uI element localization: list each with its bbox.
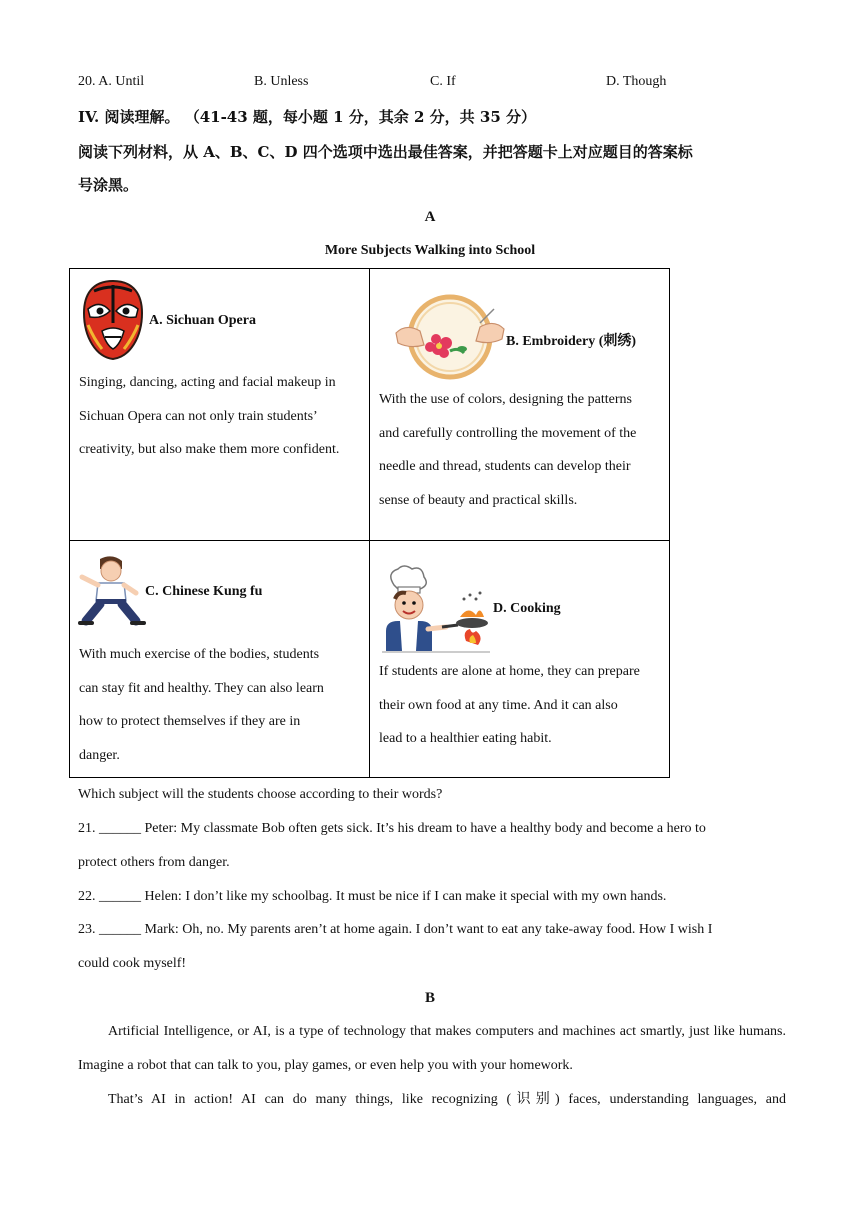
subject-label-b: B. Embroidery (刺绣) [506, 334, 637, 349]
subject-text-a-line: Sichuan Opera can not only train students’ [79, 408, 318, 424]
subject-label-d: D. Cooking [493, 601, 561, 616]
subject-text-a [79, 366, 369, 467]
subject-text-c-line: With much exercise of the bodies, students [79, 647, 320, 662]
question-23-line1: 23. ______ Mark: Oh, no. My parents aren’t at home again. I don’t want to eat any take-away food. How I wish I [78, 922, 713, 937]
subject-cell-sichuan-opera [70, 269, 370, 541]
question-prompt: Which subject will the students choose according to their words? [78, 787, 443, 802]
subject-text-c-line: danger. [79, 747, 120, 763]
q20-option-d: D. Though [606, 74, 667, 89]
passage-a-title: More Subjects Walking into School [324, 243, 536, 258]
section-instruction-line1: 阅读下列材料，从 A、B、C、D 四个选项中选出最佳答案，并把答题卡上对应题目的答案标 [78, 143, 693, 161]
subject-text-b-line: sense of beauty and practical skills. [379, 492, 578, 508]
subject-cell-cooking [370, 541, 670, 778]
subject-text-a-line: Singing, dancing, acting and facial makeup in [79, 375, 336, 390]
subject-text-d-line: their own food at any time. And it can also [379, 697, 618, 713]
subject-text-a-line: creativity, but also make them more confident. [79, 442, 340, 458]
embroidery-hoop-icon [394, 293, 506, 381]
subject-text-d-line: lead to a healthier eating habit. [379, 731, 552, 747]
subject-text-d [379, 655, 669, 756]
subject-text-b-line: With the use of colors, designing the patterns [379, 392, 632, 407]
passage-b-paragraph-2: That’s AI in action! AI can do many things, like recognizing (识别) faces, understanding languages, and [108, 1092, 786, 1107]
question-22: 22. ______ Helen: I don’t like my schoolbag. It must be nice if I can make it special with my own hands. [78, 889, 667, 904]
subjects-table [69, 268, 670, 778]
chef-cooking-icon [380, 565, 492, 653]
subject-label-a: A. Sichuan Opera [149, 313, 256, 328]
question-21-line1: 21. ______ Peter: My classmate Bob often gets sick. It’s his dream to have a healthy body and become a hero to [78, 821, 706, 836]
kungfu-boy-icon [78, 555, 146, 629]
subject-text-c-line: can stay fit and healthy. They can also learn [79, 680, 324, 696]
q20-option-c: C. If [430, 74, 456, 89]
question-23-line2: could cook myself! [78, 956, 187, 971]
subject-cell-kungfu [70, 541, 370, 778]
passage-b-letter: B [424, 990, 435, 1006]
subject-text-c [79, 638, 369, 772]
passage-b-paragraph-1: Artificial Intelligence, or AI, is a type of technology that makes computers and machines act smartly, just like humans. Imagine a robot that can talk to you, play games, or even help you with your homework. [78, 1024, 786, 1073]
subject-cell-embroidery [370, 269, 670, 541]
subject-text-c-line: how to protect themselves if they are in [79, 714, 301, 730]
subject-text-b-line: and carefully controlling the movement of the [379, 425, 637, 441]
subject-text-d-line: If students are alone at home, they can prepare [379, 664, 640, 679]
opera-mask-icon [80, 279, 146, 361]
subject-text-b [379, 383, 669, 517]
subject-text-b-line: needle and thread, students can develop their [379, 459, 631, 475]
question-21-line2: protect others from danger. [78, 855, 230, 870]
section-heading: IV. 阅读理解。 （41-43 题，每小题 1 分，其余 2 分，共 35 分） [78, 108, 536, 126]
q20-option-b: B. Unless [254, 74, 309, 89]
passage-a-letter: A [424, 209, 436, 225]
subject-label-c: C. Chinese Kung fu [145, 584, 263, 599]
section-instruction-line2: 号涂黑。 [78, 176, 139, 194]
q20-option-a: 20. A. Until [78, 74, 145, 89]
